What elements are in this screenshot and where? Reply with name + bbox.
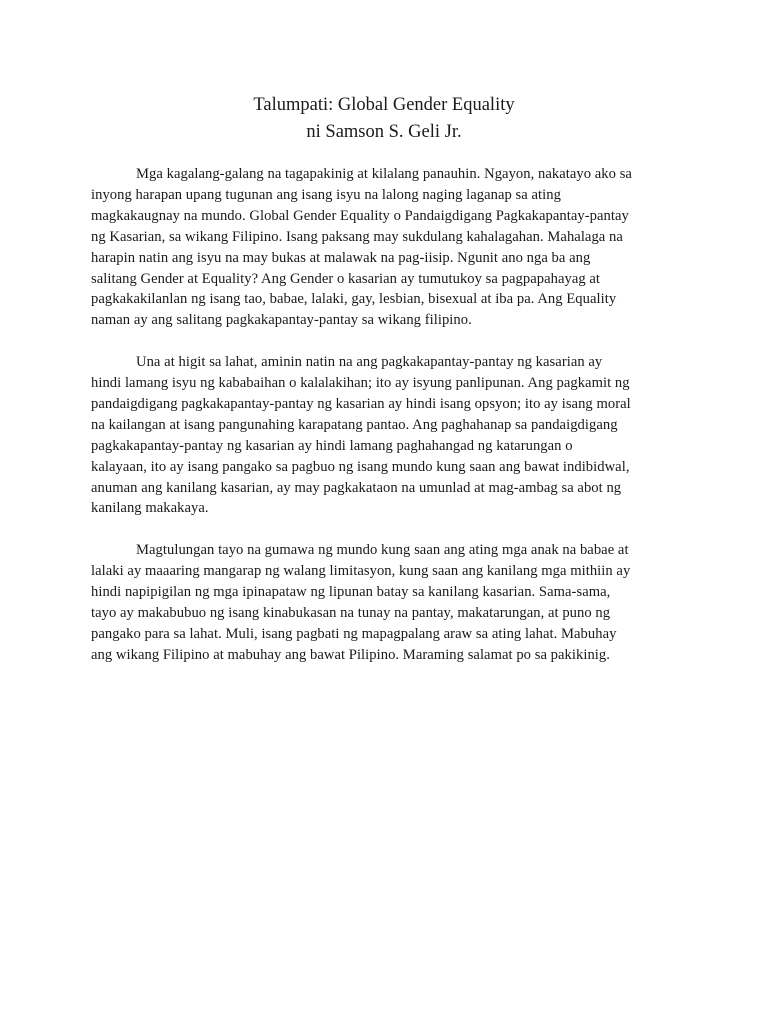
paragraph-line: naman ay ang salitang pagkakapantay-pantay sa wikang filipino. <box>91 312 472 329</box>
paragraph-line: pagkakapantay-pantay ng kasarian ay hindi lamang paghahangad ng katarungan o <box>91 437 573 454</box>
paragraph-line: anuman ang kanilang kasarian, ay may pagkakataon na umunlad at mag-ambag sa abot ng <box>91 479 622 496</box>
paragraph-line: hindi napipigilan ng mga ipinapataw ng lipunan batay sa kanilang kasarian. Sama-sama, <box>91 584 611 601</box>
paragraph-line: ang wikang Filipino at mabuhay ang bawat Pilipino. Maraming salamat po sa pakikinig. <box>91 646 610 663</box>
paragraph-line: inyong harapan upang tugunan ang isang isyu na lalong naging laganap sa ating <box>91 186 561 203</box>
paragraph-2 <box>91 352 681 519</box>
paragraph-line: pandaigdigang pagkakapantay-pantay ng kasarian ay hindi isang opsyon; ito ay isang moral <box>91 395 631 412</box>
paragraph-line: ng Kasarian, sa wikang Filipino. Isang paksang may sukdulang kahalagahan. Mahalaga na <box>91 228 623 245</box>
document-author: ni Samson S. Geli Jr. <box>306 122 462 142</box>
paragraph-line: tayo ay makabubuo ng isang kinabukasan na tunay na pantay, makatarungan, at puno ng <box>91 605 611 621</box>
paragraph-line: pangako para sa lahat. Muli, isang pagbati ng mapagpalang araw sa ating lahat. Mabuhay <box>91 625 617 642</box>
paragraph-line: na kailangan at isang pangunahing karapatang pantao. Ang paghahanap sa pandaigdigang <box>91 416 618 433</box>
paragraph-3 <box>91 540 681 665</box>
paragraph-1 <box>91 164 681 331</box>
paragraph-line: pagkakakilanlan ng isang tao, babae, lalaki, gay, lesbian, bisexual at iba pa. Ang Equality <box>91 291 617 308</box>
document-title: Talumpati: Global Gender Equality <box>253 95 515 115</box>
title-block <box>0 92 768 146</box>
paragraph-line: kanilang makakaya. <box>91 500 209 517</box>
paragraph-line: salitang Gender at Equality? Ang Gender o kasarian ay tumutukoy sa pagpapahayag at <box>91 270 601 287</box>
document-body <box>91 164 681 687</box>
paragraph-line: magkakaugnay na mundo. Global Gender Equality o Pandaigdigang Pagkakapantay-pantay <box>91 207 629 224</box>
paragraph-line: hindi lamang isyu ng kababaihan o kalalakihan; ito ay isyung panlipunan. Ang pagkamit ng <box>91 375 630 392</box>
paragraph-line: lalaki ay maaaring mangarap ng walang limitasyon, kung saan ang kanilang mga mithiin ay <box>91 563 631 580</box>
paragraph-line: Magtulungan tayo na gumawa ng mundo kung saan ang ating mga anak na babae at <box>136 542 629 559</box>
paragraph-line: Una at higit sa lahat, aminin natin na ang pagkakapantay-pantay ng kasarian ay <box>136 354 603 371</box>
paragraph-line: kalayaan, ito ay isang pangako sa pagbuo ng isang mundo kung saan ang bawat indibidwal, <box>91 458 630 475</box>
paragraph-line: harapin natin ang isyu na may bukas at malawak na pag-iisip. Ngunit ano nga ba ang <box>91 249 591 266</box>
paragraph-line: Mga kagalang-galang na tagapakinig at kilalang panauhin. Ngayon, nakatayo ako sa <box>136 166 632 182</box>
